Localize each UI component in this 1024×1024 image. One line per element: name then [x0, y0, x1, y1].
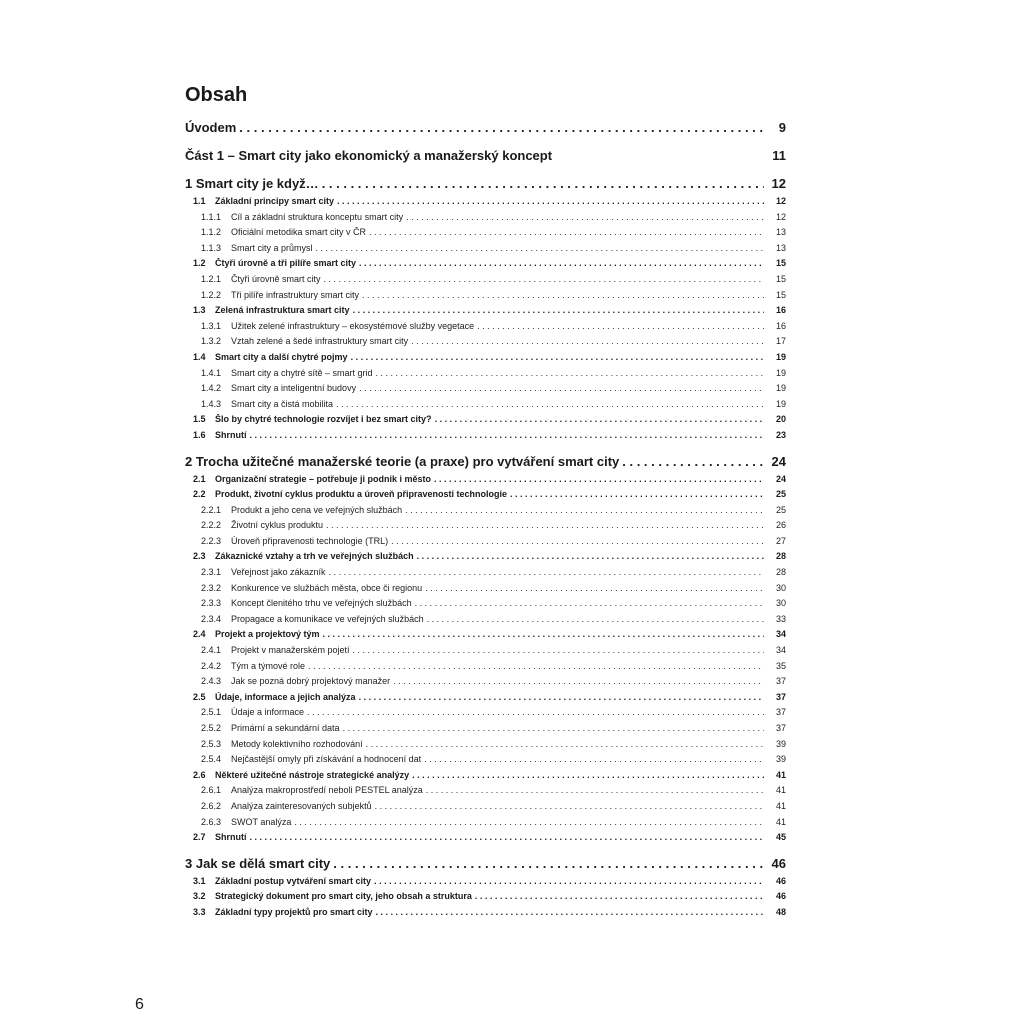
- toc-entry-label: [185, 120, 236, 135]
- toc-entry-page: 37: [775, 707, 786, 718]
- toc-entry[interactable]: [185, 661, 802, 677]
- toc-entry[interactable]: [185, 785, 802, 801]
- toc-entry-text: Vztah zelené a šedé infrastruktury smart city: [231, 336, 409, 347]
- toc-entry-number: 2.2.3: [201, 535, 222, 546]
- toc-entry-page: 37: [775, 691, 786, 702]
- toc-entry-text: Cíl a základní struktura konceptu smart city: [231, 211, 404, 222]
- toc-entry-number: 1.4.2: [201, 383, 222, 394]
- toc-entry-number: 2.3.3: [201, 598, 222, 609]
- toc-title: Obsah: [185, 84, 248, 106]
- dot-leader: [362, 290, 764, 300]
- toc-entry[interactable]: [185, 614, 802, 630]
- dot-leader: [374, 876, 764, 886]
- toc-entry-label: [193, 891, 472, 901]
- toc-entry-text: Jak se pozná dobrý projektový manažer: [231, 676, 391, 687]
- toc-entry-number: 2.6.3: [201, 816, 222, 827]
- toc-entry-label: [193, 551, 414, 561]
- toc-entry[interactable]: [185, 196, 802, 212]
- toc-entry-page: 19: [775, 367, 786, 378]
- toc-entry-text: Úroveň připravenosti technologie (TRL): [231, 535, 389, 546]
- toc-entry-text: Některé užitečné nástroje strategické analýzy: [215, 769, 410, 780]
- toc-entry-number: 2.3.2: [201, 582, 222, 593]
- toc-entry[interactable]: [185, 645, 802, 661]
- toc-entry-page: 12: [775, 211, 786, 222]
- toc-entry-label: [193, 692, 356, 702]
- toc-entry[interactable]: [185, 907, 802, 923]
- toc-entry[interactable]: [185, 383, 802, 399]
- toc-entry-label: [201, 567, 326, 577]
- toc-entry-text: Tři pilíře infrastruktury smart city: [231, 289, 360, 300]
- toc-entry-text: Primární a sekundární data: [231, 723, 340, 733]
- dot-leader: [411, 336, 764, 346]
- toc-entry[interactable]: [185, 414, 802, 430]
- toc-entry[interactable]: [185, 274, 802, 290]
- dot-leader: [353, 305, 764, 315]
- toc-entry-text: Konkurence ve službách města, obce či regionu: [231, 582, 423, 593]
- toc-entry[interactable]: [185, 891, 802, 907]
- toc-entry-label: [193, 258, 356, 268]
- dot-leader: [239, 120, 764, 135]
- dot-leader: [308, 661, 764, 671]
- toc-entry-number: 2.4.2: [201, 660, 222, 671]
- dot-leader: [426, 785, 764, 795]
- toc-entry-page: 11: [772, 148, 786, 163]
- toc-entry-page: 17: [775, 336, 786, 347]
- toc-entry[interactable]: [185, 754, 802, 770]
- toc-entry-label: [193, 770, 409, 780]
- toc-entry-text: Produkt, životní cyklus produktu a úroveň připravenosti technologie: [215, 489, 508, 500]
- toc-entry-number: 2.4: [193, 629, 206, 640]
- dot-leader: [391, 536, 764, 546]
- toc-entry-label: [201, 707, 304, 717]
- dot-leader: [424, 754, 764, 764]
- toc-entry-page: 19: [775, 383, 786, 394]
- toc-entry[interactable]: [185, 120, 802, 140]
- toc-entry-text: Veřejnost jako zákazník: [231, 567, 326, 578]
- toc-entry[interactable]: [185, 801, 802, 817]
- dot-leader: [415, 598, 764, 608]
- toc-entry-label: [201, 614, 424, 624]
- toc-entry-label: [201, 274, 321, 284]
- toc-entry-number: 2.2.1: [201, 504, 222, 515]
- toc-entry-page: 33: [775, 613, 786, 624]
- toc-entry[interactable]: [185, 692, 802, 708]
- toc-entry-text: Základní typy projektů pro smart city: [215, 906, 373, 917]
- toc-entry[interactable]: [185, 707, 802, 723]
- toc-entry-page: 41: [775, 816, 786, 827]
- toc-entry[interactable]: [185, 258, 802, 274]
- toc-entry[interactable]: [185, 430, 802, 446]
- toc-entry[interactable]: [185, 832, 802, 848]
- toc-entry-page: 13: [775, 227, 786, 238]
- toc-entry-text: Smart city a další chytré pojmy: [215, 351, 348, 362]
- toc-entry-label: [201, 676, 390, 686]
- toc-entry-label: [201, 583, 422, 593]
- toc-entries: [185, 120, 802, 923]
- toc-entry[interactable]: [185, 176, 802, 196]
- toc-entry-page: 46: [775, 875, 786, 886]
- toc-entry-label: [201, 212, 403, 222]
- dot-leader: [333, 856, 764, 871]
- toc-entry[interactable]: [185, 856, 802, 876]
- dot-leader: [343, 723, 764, 733]
- toc-entry-text: Životní cyklus produktu: [231, 520, 324, 531]
- toc-entry-label: [193, 876, 371, 886]
- toc-entry-page: 39: [775, 754, 786, 765]
- toc-entry-page: 24: [771, 453, 786, 469]
- toc-entry-text: Zelená infrastruktura smart city: [215, 305, 350, 316]
- dot-leader: [250, 832, 765, 842]
- toc-entry[interactable]: [185, 583, 802, 599]
- toc-entry-page: 15: [775, 273, 786, 284]
- toc-entry-number: 2.1: [193, 473, 206, 484]
- toc-entry-label: [201, 739, 363, 749]
- toc-entry-label: [193, 196, 334, 206]
- toc-entry-label: [193, 489, 507, 499]
- dot-leader: [475, 891, 764, 901]
- toc-entry[interactable]: [185, 321, 802, 337]
- toc-entry-page: 37: [775, 676, 786, 687]
- toc-entry-number: 1.2: [193, 258, 206, 269]
- dot-leader: [375, 801, 764, 811]
- dot-leader: [427, 614, 764, 624]
- toc-entry-label: [201, 754, 421, 764]
- toc-entry-page: 46: [775, 891, 786, 902]
- toc-entry-label: [201, 661, 305, 671]
- dot-leader: [329, 567, 764, 577]
- toc-entry-page: 20: [775, 414, 786, 425]
- toc-entry[interactable]: [185, 212, 802, 228]
- toc-entry[interactable]: [185, 489, 802, 505]
- toc-entry-text: Smart city je když…: [195, 176, 319, 191]
- dot-leader: [359, 383, 764, 393]
- toc-entry-text: Šlo by chytré technologie rozvíjet i bez smart city?: [215, 414, 432, 425]
- toc-entry[interactable]: [185, 505, 802, 521]
- toc-entry-page: 45: [775, 832, 786, 843]
- dot-leader: [351, 352, 764, 362]
- toc-entry-label: [193, 430, 247, 440]
- toc-entry-label: [185, 454, 619, 469]
- toc-entry[interactable]: [185, 243, 802, 259]
- dot-leader: [323, 629, 764, 639]
- toc-entry-text: Strategický dokument pro smart city, jeho obsah a struktura: [215, 891, 472, 902]
- toc-entry-number: 2.5: [193, 691, 206, 702]
- toc-entry-page: 9: [778, 120, 786, 135]
- toc-entry-label: [201, 505, 402, 515]
- toc-entry-text: Údaje, informace a jejich analýza: [215, 691, 356, 702]
- toc-entry-page: 41: [775, 785, 786, 796]
- toc-entry-text: Oficiální metodika smart city v ČR: [231, 227, 367, 238]
- dot-leader: [337, 196, 764, 206]
- toc-entry-text: Projekt v manažerském pojetí: [231, 645, 350, 656]
- dot-leader: [336, 399, 764, 409]
- toc-entry-page: 12: [775, 196, 786, 206]
- toc-entry-number: 2.6: [193, 769, 206, 780]
- toc-entry-text: Základní postup vytváření smart city: [215, 875, 372, 886]
- dot-leader: [307, 707, 764, 717]
- toc-entry-number: 1.5: [193, 414, 206, 425]
- toc-entry-number: 2.7: [193, 832, 206, 843]
- toc-entry[interactable]: [185, 629, 802, 645]
- toc-entry-number: 2.3.4: [201, 613, 222, 624]
- toc-entry-label: [201, 801, 372, 811]
- toc-entry-text: Úvodem: [185, 120, 237, 135]
- toc-entry-text: Základní principy smart city: [215, 196, 335, 206]
- toc-entry-page: 25: [775, 489, 786, 500]
- toc-entry-number: 1.1.2: [201, 227, 222, 238]
- toc-entry-text: Smart city a chytré sítě – smart grid: [231, 367, 373, 378]
- toc-entry-label: [201, 723, 340, 733]
- toc-entry[interactable]: [185, 770, 802, 786]
- toc-entry-label: [201, 383, 356, 393]
- toc-entry[interactable]: [185, 723, 802, 739]
- toc-entry[interactable]: [185, 305, 802, 321]
- toc-entry[interactable]: [185, 551, 802, 567]
- toc-entry-text: Čtyři úrovně smart city: [231, 273, 321, 284]
- toc-entry-number: 1.4.3: [201, 398, 222, 409]
- toc-entry-label: [193, 629, 320, 639]
- toc-entry[interactable]: [185, 336, 802, 352]
- dot-leader: [393, 676, 764, 686]
- dot-leader: [412, 770, 764, 780]
- toc-entry-text: Produkt a jeho cena ve veřejných službách: [231, 504, 403, 515]
- toc-entry-page: 30: [775, 598, 786, 609]
- toc-entry-number: 2.3: [193, 551, 206, 562]
- dot-leader: [322, 176, 764, 191]
- toc-entry-label: [201, 227, 366, 237]
- toc-entry-page: 41: [775, 769, 786, 780]
- toc-entry-text: Užitek zelené infrastruktury – ekosystémové služby vegetace: [231, 320, 475, 331]
- toc-entry-number: 3: [185, 855, 193, 871]
- toc-entry[interactable]: [185, 399, 802, 415]
- toc-entry-text: Smart city a průmysl: [231, 242, 313, 253]
- toc-entry-label: [201, 520, 323, 530]
- dot-leader: [435, 414, 764, 424]
- toc-entry-number: 2.2: [193, 489, 206, 500]
- toc-entry-page: 39: [775, 738, 786, 749]
- toc-entry-label: [185, 176, 319, 191]
- toc-entry-page: 15: [775, 258, 786, 269]
- toc-entry-text: Analýza makroprostředí neboli PESTEL analýza: [231, 785, 423, 796]
- toc-entry-text: Shrnutí: [215, 429, 247, 440]
- toc-entry-text: Údaje a informace: [231, 707, 305, 718]
- dot-leader: [250, 430, 765, 440]
- toc-entry-number: 2.5.1: [201, 707, 222, 718]
- toc-entry-number: 1.1.1: [201, 211, 222, 222]
- page-number: 6: [135, 996, 144, 1013]
- toc-entry-label: [193, 352, 348, 362]
- toc-entry-text: Část 1 – Smart city jako ekonomický a manažerský koncept: [185, 148, 553, 163]
- toc-entry-label: [193, 907, 373, 917]
- toc-entry-number: 1: [185, 176, 193, 191]
- toc-entry-page: 19: [775, 398, 786, 409]
- dot-leader: [434, 474, 764, 484]
- toc-entry-page: 48: [775, 906, 786, 917]
- table-of-contents: [185, 84, 802, 923]
- toc-entry-number: 2.3.1: [201, 567, 222, 578]
- toc-entry[interactable]: [185, 454, 802, 474]
- toc-entry[interactable]: [185, 567, 802, 583]
- toc-entry-number: 1.3: [193, 305, 206, 316]
- toc-entry-label: [201, 536, 388, 546]
- toc-entry-label: [201, 399, 333, 409]
- toc-entry-text: Jak se dělá smart city: [195, 855, 331, 871]
- dot-leader: [353, 645, 764, 655]
- dot-leader: [316, 243, 764, 253]
- toc-entry[interactable]: [185, 290, 802, 306]
- toc-entry[interactable]: [185, 876, 802, 892]
- toc-entry-page: 37: [775, 723, 786, 733]
- toc-entry-number: 3.2: [193, 891, 206, 902]
- dot-leader: [477, 321, 764, 331]
- toc-entry-page: 16: [775, 305, 786, 316]
- toc-entry-number: 1.4.1: [201, 367, 222, 378]
- toc-entry-text: Organizační strategie – potřebuje ji podnik i město: [215, 473, 432, 484]
- toc-entry-number: 2.6.1: [201, 785, 222, 796]
- toc-entry-page: 46: [771, 855, 786, 871]
- toc-entry-page: 28: [775, 551, 786, 562]
- toc-entry-label: [193, 305, 350, 315]
- toc-entry-page: 12: [771, 176, 786, 191]
- dot-leader: [294, 817, 764, 827]
- toc-entry-text: Smart city a čistá mobilita: [231, 398, 334, 409]
- toc-entry-number: 2.4.1: [201, 645, 222, 656]
- toc-entry-page: 19: [775, 351, 786, 362]
- toc-entry-text: Trocha užitečné manažerské teorie (a praxe) pro vytváření smart city: [195, 453, 620, 469]
- toc-entry-text: Smart city a inteligentní budovy: [231, 383, 357, 394]
- toc-entry-page: 25: [775, 504, 786, 515]
- toc-entry-label: [193, 474, 431, 484]
- toc-entry-text: Nejčastější omyly při získávání a hodnocení dat: [231, 754, 422, 765]
- toc-entry-label: [201, 368, 373, 378]
- toc-entry-number: 1.6: [193, 429, 206, 440]
- toc-entry-label: [201, 336, 408, 346]
- toc-entry[interactable]: [185, 368, 802, 384]
- dot-leader: [417, 551, 764, 561]
- toc-entry-page: 23: [775, 429, 786, 440]
- toc-entry-page: 35: [775, 660, 786, 671]
- toc-entry-number: 1.3.1: [201, 320, 222, 331]
- toc-entry-page: 24: [775, 473, 786, 484]
- toc-entry-number: 2.5.4: [201, 754, 222, 765]
- dot-leader: [406, 212, 764, 222]
- toc-entry-number: 2.2.2: [201, 520, 222, 531]
- toc-entry-page: 30: [775, 582, 786, 593]
- toc-entry-text: Shrnutí: [215, 832, 247, 843]
- toc-entry[interactable]: [185, 227, 802, 243]
- toc-entry-number: 1.2.2: [201, 289, 222, 300]
- toc-entry-label: [201, 785, 423, 795]
- dot-leader: [510, 489, 764, 499]
- toc-entry[interactable]: [185, 739, 802, 755]
- toc-entry[interactable]: [185, 352, 802, 368]
- toc-entry[interactable]: [185, 536, 802, 552]
- toc-entry-number: 1.1.3: [201, 242, 222, 253]
- toc-entry-label: [185, 856, 330, 871]
- dot-leader: [359, 258, 764, 268]
- dot-leader: [622, 454, 764, 469]
- toc-entry-number: 3.3: [193, 906, 206, 917]
- toc-entry-text: Čtyři úrovně a tři pilíře smart city: [215, 258, 357, 269]
- toc-entry-number: 2.5.2: [201, 723, 222, 733]
- toc-entry-number: 1.3.2: [201, 336, 222, 347]
- toc-entry-page: 34: [775, 629, 786, 640]
- dot-leader: [326, 520, 764, 530]
- toc-entry-number: 3.1: [193, 875, 206, 886]
- toc-entry-page: 13: [775, 242, 786, 253]
- toc-entry-label: [193, 414, 432, 424]
- dot-leader: [324, 274, 764, 284]
- toc-entry-text: Propagace a komunikace ve veřejných službách: [231, 613, 424, 624]
- toc-entry-page: 34: [775, 645, 786, 656]
- toc-entry-number: 2: [185, 453, 193, 469]
- dot-leader: [425, 583, 764, 593]
- toc-entry-label: [201, 321, 474, 331]
- toc-entry[interactable]: [185, 474, 802, 490]
- toc-entry-page: 15: [775, 289, 786, 300]
- toc-entry-number: 2.5.3: [201, 738, 222, 749]
- toc-entry-page: 28: [775, 567, 786, 578]
- toc-entry-label: [201, 243, 313, 253]
- toc-entry-number: 1.4: [193, 351, 206, 362]
- toc-entry-text: Tým a týmové role: [231, 660, 306, 671]
- toc-entry-text: Koncept členitého trhu ve veřejných službách: [231, 598, 412, 609]
- toc-entry[interactable]: [185, 520, 802, 536]
- toc-entry-number: 1.2.1: [201, 273, 222, 284]
- toc-entry-page: 16: [775, 320, 786, 331]
- toc-entry-page: 41: [775, 800, 786, 811]
- toc-entry-number: 2.4.3: [201, 676, 222, 687]
- toc-entry-number: 1.1: [193, 196, 206, 206]
- toc-entry[interactable]: [185, 148, 802, 168]
- toc-entry-number: 2.6.2: [201, 800, 222, 811]
- toc-entry-label: [193, 832, 247, 842]
- toc-entry-label: [201, 598, 412, 608]
- toc-entry-text: Analýza zainteresovaných subjektů: [231, 800, 372, 811]
- dot-leader: [366, 739, 764, 749]
- toc-entry[interactable]: [185, 817, 802, 833]
- toc-entry-label: [201, 817, 291, 827]
- toc-entry-label: [185, 148, 552, 163]
- toc-entry-label: [201, 645, 350, 655]
- toc-entry-page: 27: [775, 535, 786, 546]
- toc-entry-text: SWOT analýza: [231, 816, 292, 827]
- dot-leader: [369, 227, 764, 237]
- toc-entry-text: Zákaznické vztahy a trh ve veřejných službách: [215, 551, 414, 562]
- toc-entry[interactable]: [185, 598, 802, 614]
- toc-entry-text: Metody kolektivního rozhodování: [231, 738, 363, 749]
- dot-leader: [376, 907, 764, 917]
- toc-entry-label: [201, 290, 359, 300]
- dot-leader: [376, 368, 764, 378]
- toc-entry-text: Projekt a projektový tým: [215, 629, 320, 640]
- dot-leader: [405, 505, 764, 515]
- toc-entry[interactable]: [185, 676, 802, 692]
- dot-leader: [359, 692, 764, 702]
- toc-entry-page: 26: [775, 520, 786, 531]
